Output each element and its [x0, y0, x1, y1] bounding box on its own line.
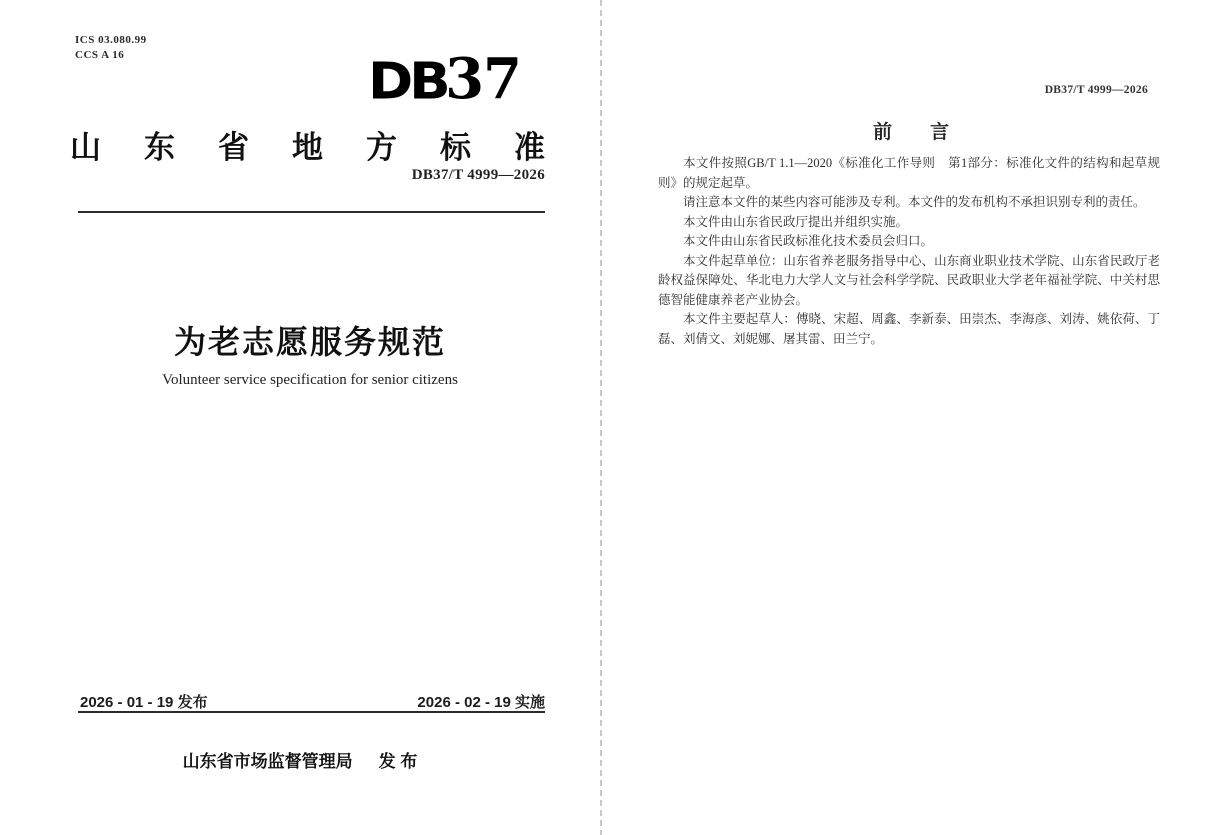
standard-type-heading: 山东省地方标准 — [70, 130, 545, 165]
dates-row — [80, 691, 545, 712]
issue-date: 2026 - 01 - 19 发布 — [80, 694, 208, 711]
implement-date: 2026 - 02 - 19 实施 — [417, 694, 545, 711]
foreword-page — [611, 0, 1211, 835]
foreword-paragraph: 本文件主要起草人：傅晓、宋超、周鑫、李新泰、田崇杰、李海彦、刘涛、姚依荷、丁磊、刘倩文、刘妮娜、屠其雷、田兰宁。 — [658, 312, 1160, 346]
publisher-name: 山东省市场监督管理局 — [182, 752, 353, 771]
publish-label: 发 布 — [378, 752, 418, 771]
ccs-code: CCS A 16 — [75, 49, 125, 61]
ics-codes — [75, 33, 147, 63]
foreword-paragraph: 本文件由山东省民政厅提出并组织实施。 — [683, 214, 909, 229]
foreword-paragraph: 本文件按照GB/T 1.1—2020《标准化工作导则 第1部分：标准化文件的结构和起草规则》的规定起草。 — [658, 156, 1160, 190]
document-title: 为老志愿服务规范 — [173, 324, 446, 360]
standard-number: DB37/T 4999—2026 — [411, 167, 545, 183]
foreword-title: 前 言 — [872, 122, 949, 143]
db37-logo-number: 37 — [445, 46, 521, 112]
ics-code: ICS 03.080.99 — [75, 34, 147, 46]
page-divider — [600, 0, 602, 835]
cover-page — [0, 0, 600, 835]
publisher-row — [0, 747, 600, 772]
foreword-body — [658, 154, 1160, 349]
db37-logo — [368, 46, 521, 112]
foreword-paragraph: 本文件由山东省民政标准化技术委员会归口。 — [683, 234, 934, 248]
db37-logo-db: DB — [368, 52, 447, 111]
document-title-english: Volunteer service specification for senior citizens — [162, 372, 458, 388]
page-header-standard-number: DB37/T 4999—2026 — [1044, 84, 1148, 96]
foreword-paragraph: 本文件起草单位：山东省养老服务指导中心、山东商业职业技术学院、山东省民政厅老龄权益保障处、华北电力大学人文与社会科学学院、民政职业大学老年福祉学院、中关村思德智能健康养老产业协会。 — [658, 253, 1160, 307]
cover-bottom-rule — [78, 711, 545, 713]
foreword-paragraph: 请注意本文件的某些内容可能涉及专利。本文件的发布机构不承担识别专利的责任。 — [683, 195, 1146, 209]
cover-top-rule — [78, 211, 545, 213]
